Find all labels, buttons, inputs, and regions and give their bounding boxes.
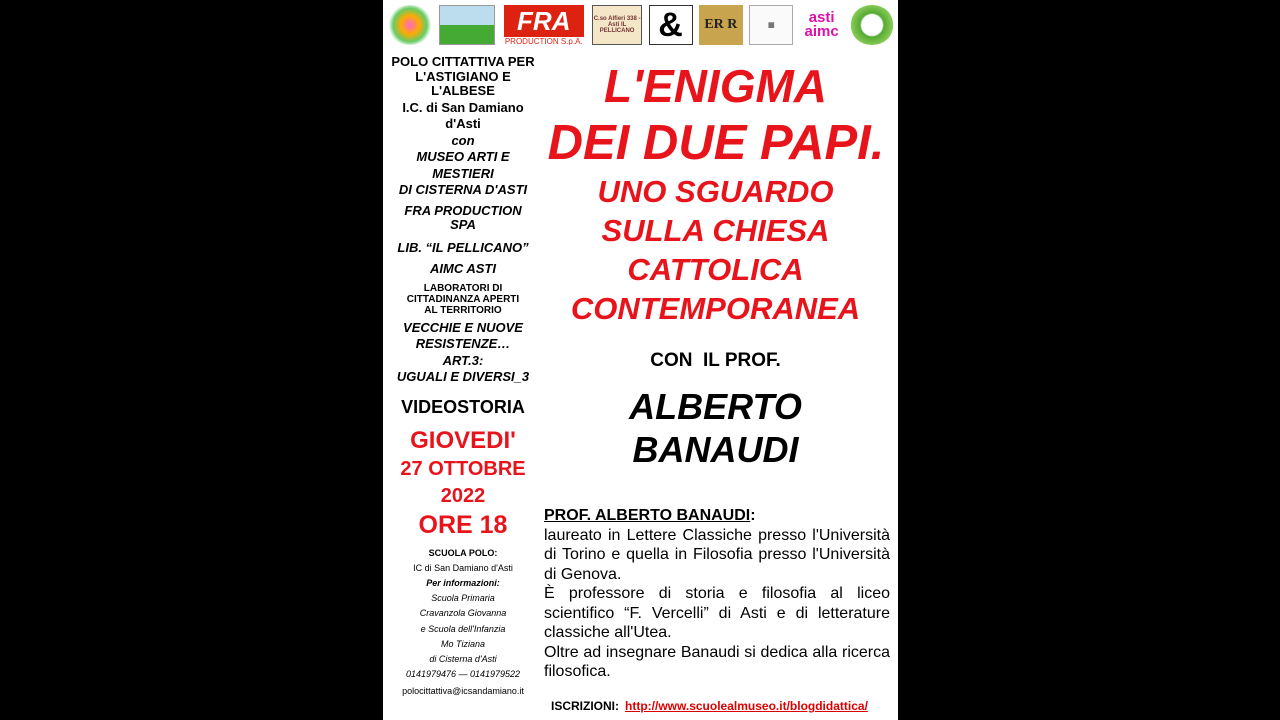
partner-line: FRA PRODUCTION: [404, 202, 522, 218]
project-line: ART.3:: [442, 352, 484, 368]
event-date: 27 OTTOBRE: [400, 457, 526, 480]
series-label: VIDEOSTORIA: [401, 396, 525, 417]
org-line: L'ALBESE: [431, 83, 495, 98]
org-line: L'ASTIGIANO E: [415, 68, 511, 84]
title-line-2: DEI DUE PAPI.: [547, 116, 885, 170]
with-label: CON IL PROF.: [650, 350, 781, 371]
event-year: 2022: [440, 484, 486, 507]
lab-line: LABORATORI DI: [423, 282, 503, 294]
fra-logo-subtext: PRODUCTION S.p.A.: [504, 36, 583, 45]
lab-line: CITTADINANZA APERTI: [406, 293, 520, 305]
project-line: RESISTENZE…: [415, 336, 511, 351]
school-label: SCUOLA POLO:: [428, 547, 498, 558]
info-line: di Cisterna d'Asti: [429, 653, 497, 664]
title-line-1: L'ENIGMA: [603, 60, 828, 112]
bio-heading-name: PROF. ALBERTO BANAUDI: [544, 507, 751, 524]
signup-link[interactable]: http://www.scuolealmuseo.it/blogdidattica/: [625, 699, 868, 713]
speaker-last-name: BANAUDI: [632, 429, 799, 470]
event-day: GIOVEDI': [410, 426, 516, 454]
speaker-first-name: ALBERTO: [629, 386, 802, 427]
partner-line: DI CISTERNA D'ASTI: [398, 182, 528, 197]
fra-logo-text: FRA: [504, 5, 584, 37]
partner-line: SPA: [450, 217, 476, 232]
org-line: POLO CITTATTIVA PER: [391, 54, 535, 69]
polo-cittattiva-logo: [387, 5, 433, 45]
partner-line: LIB. “IL PELLICANO”: [397, 239, 529, 255]
email-address: polocittattiva@icsandamiano.it: [402, 686, 524, 697]
partner-line: MUSEO ARTI E: [416, 149, 510, 164]
org-line: I.C. di San Damiano: [402, 99, 524, 115]
err-logo-text: ER R: [704, 17, 738, 32]
speaker-bio: [544, 506, 890, 682]
con-label: con: [451, 132, 475, 148]
info-label: Per informazioni:: [426, 577, 500, 588]
ampersand-logo: [649, 5, 693, 45]
sponsor-logos: [387, 4, 894, 46]
project-line: VECCHIE E NUOVE: [403, 319, 523, 335]
partner-line: AIMC ASTI: [430, 261, 496, 276]
aimc-logo: [800, 5, 844, 45]
info-line: Cravanzola Giovanna: [419, 608, 507, 619]
phone-numbers: 0141979476 — 0141979522: [405, 669, 521, 680]
pellicano-logo-text: C.so Alfieri 338 - Asti IL PELLICANO: [593, 16, 641, 34]
bio-heading: [544, 506, 890, 526]
school-name: IC di San Damiano d'Asti: [413, 562, 513, 573]
subtitle-line: UNO SGUARDO: [597, 174, 834, 209]
lab-line: AL TERRITORIO: [424, 304, 502, 316]
signup-label: ISCRIZIONI:: [551, 699, 619, 713]
ampersand-logo-text: &: [658, 5, 683, 44]
info-line: Scuola Primaria: [431, 593, 495, 604]
left-column: [385, 54, 541, 700]
pellicano-logo: [592, 5, 642, 45]
event-poster: [383, 0, 898, 720]
err-logo: [699, 5, 743, 45]
bio-heading-colon: :: [750, 507, 756, 524]
green-circle-logo: [850, 5, 894, 45]
bio-paragraph: laureato in Lettere Classiche presso l'Università di Torino e quella in Filosofia presso l'Università di Genova.: [544, 526, 890, 583]
unesco-logo: ▦: [749, 5, 793, 45]
subtitle-line: SULLA CHIESA: [601, 213, 830, 248]
aimc-logo-text: asti aimc: [804, 9, 839, 40]
subtitle-line: CATTOLICA: [627, 252, 804, 287]
signup: [551, 699, 868, 713]
bio-paragraph: Oltre ad insegnare Banaudi si dedica alla ricerca filosofica.: [544, 643, 890, 680]
partner-line: MESTIERI: [432, 165, 494, 181]
info-line: e Scuola dell'Infanzia: [420, 623, 506, 634]
subtitle-line: CONTEMPORANEA: [570, 291, 861, 326]
fra-production-logo: [502, 5, 586, 45]
info-line: Mo Tiziana: [441, 638, 485, 649]
bio-paragraph: È professore di storia e filosofia al liceo scientifico “F. Vercelli” di Asti e di letterature classiche all'Utea.: [544, 585, 890, 641]
museo-logo: [439, 5, 495, 45]
project-line: UGUALI E DIVERSI_3: [396, 369, 530, 384]
org-line: d'Asti: [445, 116, 481, 131]
event-time: ORE 18: [418, 510, 508, 539]
